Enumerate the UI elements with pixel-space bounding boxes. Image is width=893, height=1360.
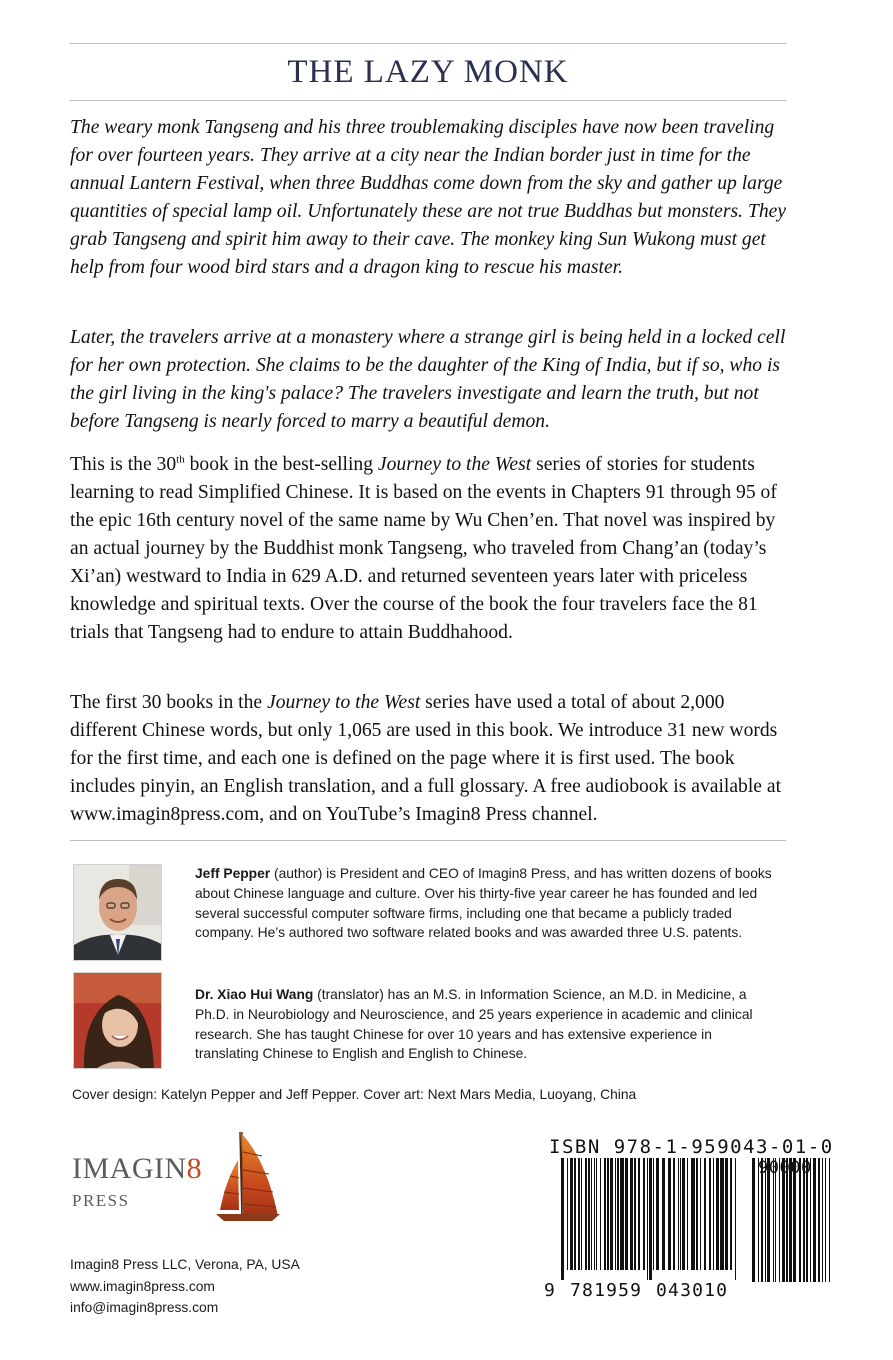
barcode-bar: [600, 1158, 601, 1270]
barcode-bar: [596, 1158, 597, 1270]
cover-credits: Cover design: Katelyn Pepper and Jeff Pepper. Cover art: Next Mars Media, Luoyang, China: [72, 1087, 637, 1102]
barcode-bar: [561, 1158, 564, 1280]
isbn-barcode: [561, 1158, 737, 1280]
barcode-bar: [758, 1158, 759, 1282]
barcode-bar: [643, 1158, 645, 1270]
barcode-bar: [704, 1158, 706, 1270]
barcode-bar: [691, 1158, 695, 1270]
barcode-bar: [588, 1158, 590, 1270]
ean-first-digit: 9: [544, 1280, 555, 1301]
barcode-bar: [735, 1158, 736, 1280]
barcode-bar: [653, 1158, 654, 1270]
synopsis-paragraph-1: The weary monk Tangseng and his three troublemaking disciples have now been traveling for over fourteen years. They arrive at a city near the Indian border just in time for the annual Lantern Festival, when three Buddhas come down from the sky and gather up large quantities of special lamp oil. Unfortunately these are not true Buddhas but monsters. They grab Tangseng and spirit him away to their cave. The monkey king Sun Wukong must get help from four wood bird stars and a dragon king to rescue his master.: [70, 117, 787, 278]
barcode-bar: [709, 1158, 711, 1270]
barcode-bar: [647, 1158, 648, 1280]
barcode-bar: [696, 1158, 698, 1270]
barcode-bar: [617, 1158, 619, 1270]
barcode-bar: [625, 1158, 628, 1270]
barcode-bar: [610, 1158, 613, 1270]
publisher-address: Imagin8 Press LLC, Verona, PA, USA: [70, 1257, 300, 1272]
barcode-bar: [779, 1158, 780, 1282]
bio-rule: [70, 840, 786, 841]
barcode-bar: [799, 1158, 801, 1282]
barcode-bar: [730, 1158, 732, 1270]
series-paragraph: This is the 30th book in the best-selling Journey to the West series of stories for students learning to read Simplified Chinese. It is based on the events in Chapters 91 through 95 of the epic 16th century novel of the same name by Wu Chen’en. That novel was inspired by an actual journey by the Buddhist monk Tangseng, who traveled from Chang’an (today’s Xi’an) westward to India in 629 A.D. and returned seventeen years later with priceless knowledge and spiritual texts. Over the course of the book the four travelers face the 81 trials that Tangseng had to endure to attain Buddhahood.: [70, 453, 777, 643]
synopsis-paragraph-2: Later, the travelers arrive at a monastery where a strange girl is being held in a locked cell for her own protection. She claims to be the daughter of the King of India, but if so, who is the girl living in the king's palace? The travelers investigate and learn the truth, but not before Tangseng is nearly forced to marry a beautiful demon.: [70, 327, 786, 432]
barcode-bar: [716, 1158, 719, 1270]
barcode-bar: [620, 1158, 624, 1270]
barcode-bar: [668, 1158, 671, 1270]
barcode-bar: [673, 1158, 675, 1270]
barcode-bar: [649, 1158, 652, 1280]
barcode-bar: [761, 1158, 763, 1282]
barcode-bar: [786, 1158, 788, 1282]
barcode-bar: [725, 1158, 728, 1270]
barcode-bar: [720, 1158, 724, 1270]
barcode-bar: [680, 1158, 681, 1270]
barcode-bar: [567, 1158, 568, 1270]
title-rule: [70, 100, 786, 101]
barcode-bar: [803, 1158, 805, 1282]
barcode-bar: [767, 1158, 770, 1282]
barcode-bar: [822, 1158, 823, 1282]
ordinal-suffix: th: [176, 453, 185, 466]
barcode-bar: [604, 1158, 606, 1270]
translator-photo: [73, 972, 162, 1069]
barcode-bar: [574, 1158, 576, 1270]
translator-name: Dr. Xiao Hui Wang: [195, 987, 314, 1002]
publisher-logo-wordmark: IMAGIN8: [72, 1152, 203, 1185]
barcode-bar: [752, 1158, 755, 1282]
translator-bio: Dr. Xiao Hui Wang (translator) has an M.S. in Information Science, an M.D. in Medicine, a Ph.D. in Neurobiology and Neuroscience, and 25 years experience in academic and clinical research. She has taught Chinese for over 10 years and has extensive experience in translating Chinese to English and English to Chinese.: [195, 987, 753, 1062]
barcode-bar: [638, 1158, 640, 1270]
barcode-bar: [585, 1158, 587, 1270]
author-photo: [73, 864, 162, 961]
publisher-logo-subtitle: PRESS: [72, 1191, 130, 1210]
barcode-bar: [656, 1158, 659, 1270]
publisher-website: www.imagin8press.com: [70, 1278, 215, 1294]
barcode-bar: [773, 1158, 774, 1282]
barcode-bar: [829, 1158, 830, 1282]
top-rule: [70, 43, 786, 44]
barcode-bar: [581, 1158, 582, 1270]
barcode-bar: [607, 1158, 609, 1270]
barcode-bar: [825, 1158, 826, 1282]
series-title: Journey to the West: [267, 692, 421, 713]
barcode-bar: [765, 1158, 766, 1282]
barcode-bar: [678, 1158, 679, 1270]
book-title: THE LAZY MONK: [287, 54, 569, 90]
barcode-bar: [662, 1158, 665, 1270]
barcode-bar: [775, 1158, 776, 1282]
barcode-bar: [591, 1158, 592, 1270]
ean-right-digits: 043010: [656, 1280, 729, 1301]
barcode-bar: [810, 1158, 811, 1282]
publisher-contact: [70, 1254, 300, 1319]
barcode-bar: [806, 1158, 808, 1282]
barcode-bar: [782, 1158, 785, 1282]
barcode-bar: [570, 1158, 573, 1270]
ean-left-digits: 781959: [570, 1280, 643, 1301]
barcode-bar: [793, 1158, 796, 1282]
barcode-bar: [578, 1158, 580, 1270]
barcode-bar: [789, 1158, 792, 1282]
barcode-bar: [813, 1158, 816, 1282]
barcode-bar: [634, 1158, 636, 1270]
barcode-bar: [687, 1158, 688, 1270]
barcode-bar: [682, 1158, 685, 1270]
barcode-bar: [594, 1158, 595, 1270]
isbn-label: ISBN 978-1-959043-01-0: [549, 1136, 834, 1158]
barcode-bar: [818, 1158, 820, 1282]
barcode-bar: [630, 1158, 633, 1270]
series-title: Journey to the West: [377, 454, 532, 475]
barcode-bar: [713, 1158, 714, 1270]
author-bio: Jeff Pepper (author) is President and CEO of Imagin8 Press, and has written dozens of books about Chinese language and culture. Over his thirty-five year career he has founded and led several successful computer software firms, including one that became a publicly traded company. He’s authored two software related books and was awarded three U.S. patents.: [195, 866, 772, 941]
publisher-email: info@imagin8press.com: [70, 1300, 219, 1315]
junk-ship-logo-icon: [212, 1130, 282, 1222]
barcode-bar: [700, 1158, 701, 1270]
author-name: Jeff Pepper: [195, 866, 271, 881]
vocabulary-paragraph: The first 30 books in the Journey to the West series have used a total of about 2,000 different Chinese words, but only 1,065 are used in this book. We introduce 31 new words for the first time, and each one is defined on the page where it is first used. The book includes pinyin, an English translation, and a full glossary. A free audiobook is available at www.imagin8press.com, and on YouTube’s Imagin8 Press channel.: [70, 692, 782, 825]
addon-barcode: [752, 1158, 832, 1282]
barcode-bar: [615, 1158, 616, 1270]
